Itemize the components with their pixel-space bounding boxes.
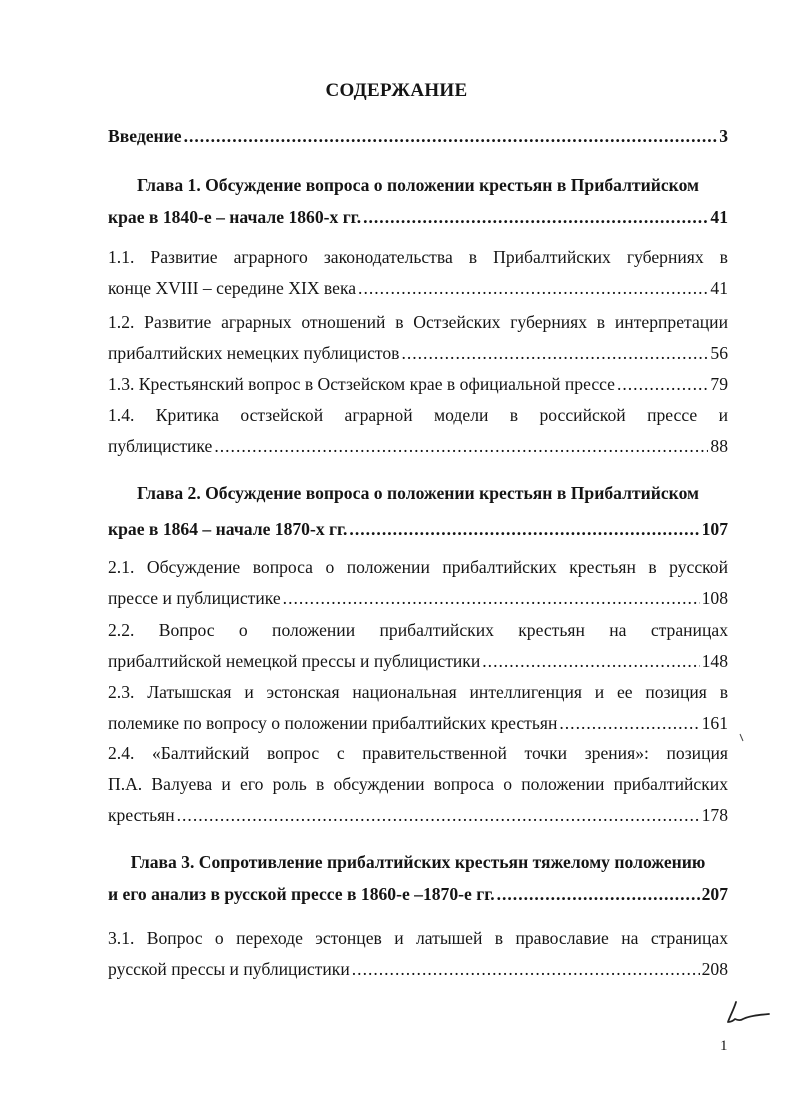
section-line: конце XVIII – середине XIX века xyxy=(108,278,357,298)
toc-section-1-3[interactable] xyxy=(108,369,728,400)
leader-dots xyxy=(617,369,708,400)
leader-dots xyxy=(363,202,708,233)
toc-page-number: 3 xyxy=(719,126,728,146)
leader-dots xyxy=(559,708,699,739)
toc-page-number: 148 xyxy=(701,651,728,671)
page-number: 1 xyxy=(720,1038,728,1054)
toc-page-number: 41 xyxy=(710,278,728,298)
toc-page-number: 161 xyxy=(701,713,728,733)
toc-entry-intro[interactable] xyxy=(108,121,728,152)
section-line: 1.4. Критика остзейской аграрной модели в российской прессе и xyxy=(108,405,728,425)
section-line: П.А. Валуева и его роль в обсуждении вопроса о положении прибалтийских xyxy=(108,774,728,794)
toc-chapter-1[interactable] xyxy=(108,170,728,233)
section-line: прессе и публицистике xyxy=(108,588,281,608)
leader-dots xyxy=(214,431,708,462)
toc-page-number: 88 xyxy=(710,436,728,456)
chapter-heading-line: и его анализ в русской прессе в 1860-е –1870-е гг. xyxy=(108,884,495,904)
section-line: 1.3. Крестьянский вопрос в Остзейском крае в официальной прессе xyxy=(108,374,615,394)
toc-chapter-3[interactable] xyxy=(108,847,728,910)
toc-chapter-2[interactable] xyxy=(108,478,728,545)
section-line: русской прессы и публицистики xyxy=(108,959,350,979)
section-line: 1.1. Развитие аграрного законодательства в Прибалтийских губерниях в xyxy=(108,247,728,267)
toc-section-1-2[interactable] xyxy=(108,307,728,369)
chapter-heading-line: крае в 1840-е – начале 1860-х гг. xyxy=(108,207,362,227)
scan-mark-icon xyxy=(739,733,745,743)
toc-section-2-2[interactable] xyxy=(108,615,728,677)
signature-icon xyxy=(722,1000,772,1028)
leader-dots xyxy=(482,646,699,677)
chapter-heading-line: Глава 2. Обсуждение вопроса о положении крестьян в Прибалтийском xyxy=(136,483,700,503)
section-line: 2.4. «Балтийский вопрос с правительственной точки зрения»: позиция xyxy=(108,743,728,763)
toc-section-3-1[interactable] xyxy=(108,923,728,985)
toc-page-number: 107 xyxy=(701,519,728,539)
chapter-heading-line: Глава 1. Обсуждение вопроса о положении крестьян в Прибалтийском xyxy=(136,175,700,195)
section-line: крестьян xyxy=(108,805,175,825)
toc-page-number: 108 xyxy=(701,588,728,608)
leader-dots xyxy=(349,514,699,545)
leader-dots xyxy=(352,954,700,985)
toc-section-2-1[interactable] xyxy=(108,552,728,614)
leader-dots xyxy=(184,121,718,152)
section-line: публицистике xyxy=(108,436,213,456)
toc-page-number: 56 xyxy=(710,343,728,363)
page-title: СОДЕРЖАНИЕ xyxy=(325,80,468,101)
section-line: полемике по вопросу о положении прибалтийских крестьян xyxy=(108,713,558,733)
toc-section-1-4[interactable] xyxy=(108,400,728,462)
section-line: прибалтийской немецкой прессы и публицистики xyxy=(108,651,481,671)
leader-dots xyxy=(358,273,708,304)
toc-page-number: 41 xyxy=(710,207,728,227)
section-line: прибалтийских немецких публицистов xyxy=(108,343,400,363)
toc-section-2-4[interactable] xyxy=(108,738,728,831)
toc-page-number: 208 xyxy=(701,959,728,979)
toc-section-2-3[interactable] xyxy=(108,677,728,739)
toc-page-number: 79 xyxy=(710,374,728,394)
leader-dots xyxy=(177,800,700,831)
toc-page-number: 178 xyxy=(701,805,728,825)
section-line: 1.2. Развитие аграрных отношений в Остзейских губерниях в интерпретации xyxy=(108,312,728,332)
section-line: 2.3. Латышская и эстонская национальная интеллигенция и ее позиция в xyxy=(108,682,728,702)
chapter-heading-line: Глава 3. Сопротивление прибалтийских крестьян тяжелому положению xyxy=(130,852,706,872)
section-line: 2.2. Вопрос о положении прибалтийских крестьян на страницах xyxy=(108,620,728,640)
chapter-heading-line: крае в 1864 – начале 1870-х гг. xyxy=(108,519,348,539)
toc-page-number: 207 xyxy=(701,884,728,904)
leader-dots xyxy=(283,583,700,614)
leader-dots xyxy=(401,338,708,369)
toc-section-1-1[interactable] xyxy=(108,242,728,304)
section-line: 3.1. Вопрос о переходе эстонцев и латышей в православие на страницах xyxy=(108,928,728,948)
toc-entry-label: Введение xyxy=(108,126,182,146)
section-line: 2.1. Обсуждение вопроса о положении прибалтийских крестьян в русской xyxy=(108,557,728,577)
leader-dots xyxy=(497,879,700,910)
